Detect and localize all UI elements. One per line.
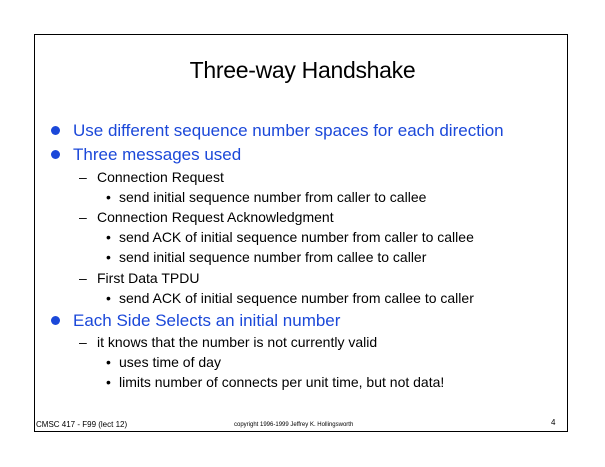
bullet-text: Three messages used (73, 145, 242, 164)
sub-item-text: it knows that the number is not currently valid (97, 334, 378, 350)
sub-item (79, 209, 334, 225)
detail-item (106, 229, 474, 245)
dot-marker: • (106, 374, 111, 390)
detail-item (106, 290, 474, 306)
sub-item (79, 169, 224, 185)
dash-marker: – (79, 334, 87, 350)
sub-item-text: First Data TPDU (97, 270, 200, 286)
detail-text: send initial sequence number from callee to caller (119, 249, 427, 265)
dash-marker: – (79, 169, 87, 185)
dash-marker: – (79, 209, 87, 225)
detail-text: limits number of connects per unit time, but not data! (119, 374, 445, 390)
bullet-text: Use different sequence number spaces for each direction (73, 121, 504, 140)
dot-marker: • (106, 290, 111, 306)
detail-text: send ACK of initial sequence number from callee to caller (119, 290, 474, 306)
footer-copyright: copyright 1996-1999 Jeffrey K. Hollingsworth (234, 422, 354, 428)
dot-marker: • (106, 229, 111, 245)
detail-text: uses time of day (119, 354, 221, 370)
detail-item (106, 354, 221, 370)
bullet-dot-icon (51, 150, 60, 159)
detail-item (106, 189, 427, 205)
bullet-text: Each Side Selects an initial number (73, 311, 341, 330)
sub-item-text: Connection Request Acknowledgment (97, 209, 334, 225)
sub-item (79, 334, 378, 350)
page-number: 4 (551, 418, 556, 427)
bullet-item (73, 311, 340, 331)
sub-item (79, 270, 200, 286)
detail-item (106, 249, 427, 265)
dash-marker: – (79, 270, 87, 286)
detail-item (106, 374, 445, 390)
dot-marker: • (106, 189, 111, 205)
detail-text: send initial sequence number from caller to callee (119, 189, 427, 205)
dot-marker: • (106, 354, 111, 370)
sub-item-text: Connection Request (97, 169, 224, 185)
bullet-item (73, 145, 241, 165)
bullet-item (73, 121, 504, 141)
bullet-dot-icon (51, 316, 60, 325)
dot-marker: • (106, 249, 111, 265)
bullet-dot-icon (51, 126, 60, 135)
footer-course: CMSC 417 - F99 (lect 12) (36, 420, 128, 429)
slide-title: Three-way Handshake (189, 57, 416, 83)
detail-text: send ACK of initial sequence number from caller to callee (119, 229, 474, 245)
